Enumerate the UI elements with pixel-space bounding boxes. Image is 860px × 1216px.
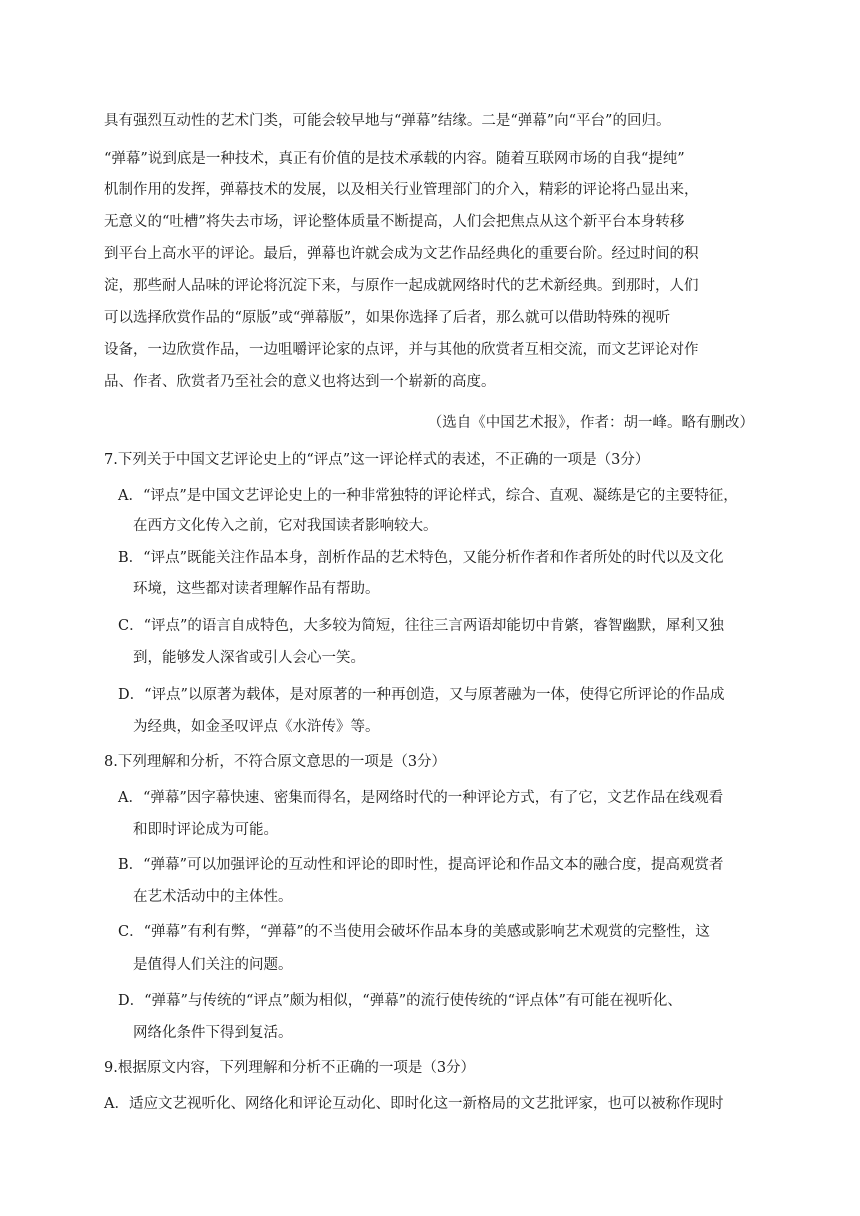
passage-line: 设备，一边欣赏作品，一边咀嚼评论家的点评，并与其他的欣赏者互相交流，而文艺评论对作 <box>104 342 699 358</box>
option-c-cont: 到，能够发人深省或引人会心一笑。 <box>133 650 365 666</box>
option-d: D．“弹幕”与传统的“评点”颇为相似，“弹幕”的流行使传统的“评点体”有可能在视听化、 <box>118 993 682 1009</box>
passage-line: 品、作者、欣赏者乃至社会的意义也将达到一个崭新的高度。 <box>104 374 496 390</box>
option-b: B．“弹幕”可以加强评论的互动性和评论的即时性，提高评论和作品文本的融合度，提高观赏者 <box>118 857 724 873</box>
option-b: B．“评点”既能关注作品本身，剖析作品的艺术特色，又能分析作者和作者所处的时代以及文化 <box>118 550 724 566</box>
option-a: A．“评点”是中国文艺评论史上的一种非常独特的评论样式，综合、直观、凝练是它的主要特征， <box>118 488 738 504</box>
passage-line: 淀，那些耐人品味的评论将沉淀下来，与原作一起成就网络时代的艺术新经典。到那时，人们 <box>104 278 699 294</box>
option-b-cont: 环境，这些都对读者理解作品有帮助。 <box>133 581 380 597</box>
passage-line: 无意义的“吐槽”将失去市场，评论整体质量不断提高，人们会把焦点从这个新平台本身转移 <box>104 214 685 230</box>
option-a: A．适应文艺视听化、网络化和评论互动化、即时化这一新格局的文艺批评家，也可以被称作现时 <box>104 1096 724 1112</box>
option-c: C．“评点”的语言自成特色，大多较为简短，往往三言两语却能切中肯綮，睿智幽默，犀利又独 <box>118 618 724 634</box>
option-c: C．“弹幕”有利有弊，“弹幕”的不当使用会破坏作品本身的美感或影响艺术观赏的完整性，这 <box>118 924 710 940</box>
question-stem: 9.根据原文内容，下列理解和分析不正确的一项是（3分） <box>104 1060 476 1076</box>
question-stem: 7.下列关于中国文艺评论史上的“评点”这一评论样式的表述，不正确的一项是（3分） <box>104 452 650 468</box>
option-a-cont: 和即时评论成为可能。 <box>133 822 278 838</box>
option-c-cont: 是值得人们关注的问题。 <box>133 957 293 973</box>
passage-line: 机制作用的发挥，弹幕技术的发展，以及相关行业管理部门的介入，精彩的评论将凸显出来， <box>104 182 699 198</box>
option-b-cont: 在艺术活动中的主体性。 <box>133 889 293 905</box>
passage-line: 具有强烈互动性的艺术门类，可能会较早地与“弹幕”结缘。二是“弹幕”向“平台”的回归。 <box>104 113 671 129</box>
passage-line: “弹幕”说到底是一种技术，真正有价值的是技术承载的内容。随着互联网市场的自我“提纯” <box>104 151 685 167</box>
option-a: A．“弹幕”因字幕快速、密集而得名，是网络时代的一种评论方式，有了它，文艺作品在线观看 <box>118 790 724 806</box>
option-d-cont: 为经典，如金圣叹评点《水浒传》等。 <box>133 719 380 735</box>
passage-line: 可以选择欣赏作品的“原版”或“弹幕版”，如果你选择了后者，那么就可以借助特殊的视听 <box>104 310 671 326</box>
option-d-cont: 网络化条件下得到复活。 <box>133 1025 293 1041</box>
option-d: D．“评点”以原著为载体，是对原著的一种再创造，又与原著融为一体，使得它所评论的作品成 <box>118 687 725 703</box>
question-stem: 8.下列理解和分析，不符合原文意思的一项是（3分） <box>104 754 447 770</box>
passage-line: 到平台上高水平的评论。最后，弹幕也许就会成为文艺作品经典化的重要台阶。经过时间的积 <box>104 246 699 262</box>
option-a-cont: 在西方文化传入之前，它对我国读者影响较大。 <box>133 518 438 534</box>
source-citation: （选自《中国艺术报》，作者：胡一峰。略有删改） <box>427 415 754 431</box>
